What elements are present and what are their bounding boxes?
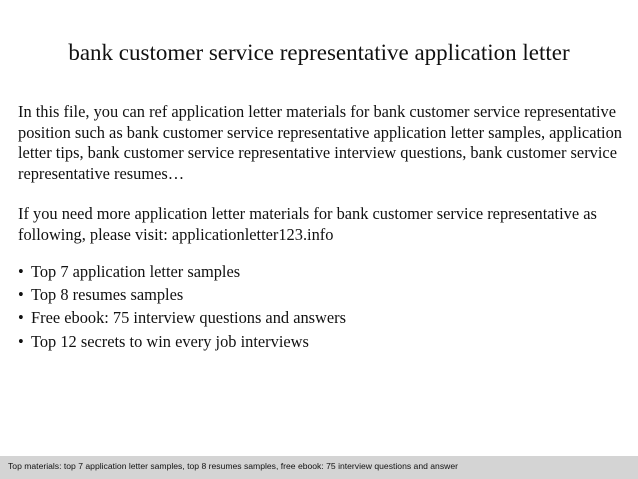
intro-paragraph: In this file, you can ref application letter materials for bank customer service representative position such as bank customer service representative application letter samples, application letter tips, bank customer service representative interview questions, bank customer service representative resumes… <box>18 102 622 183</box>
visit-paragraph: If you need more application letter materials for bank customer service representative as following, please visit: applicationletter123.info <box>18 204 597 244</box>
list-item <box>18 260 624 283</box>
list-item-text: Top 8 resumes samples <box>31 285 184 305</box>
list-item <box>18 283 624 306</box>
bullet-icon: • <box>18 262 24 281</box>
footer-text: Top materials: top 7 application letter samples, top 8 resumes samples, free ebook: 75 interview questions and answer <box>8 461 458 471</box>
bullet-icon: • <box>18 331 24 351</box>
materials-list <box>18 260 624 353</box>
list-item-text: Top 7 application letter samples <box>31 262 241 281</box>
document-title: bank customer service representative application letter <box>68 40 570 65</box>
list-item-text: Top 12 secrets to win every job interviews <box>31 331 309 351</box>
list-item-text: Free ebook: 75 interview questions and answers <box>31 308 346 328</box>
footer-bar <box>0 456 638 479</box>
bullet-icon: • <box>18 285 24 305</box>
list-item <box>18 306 624 329</box>
bullet-icon: • <box>18 308 24 328</box>
list-item <box>18 330 624 353</box>
